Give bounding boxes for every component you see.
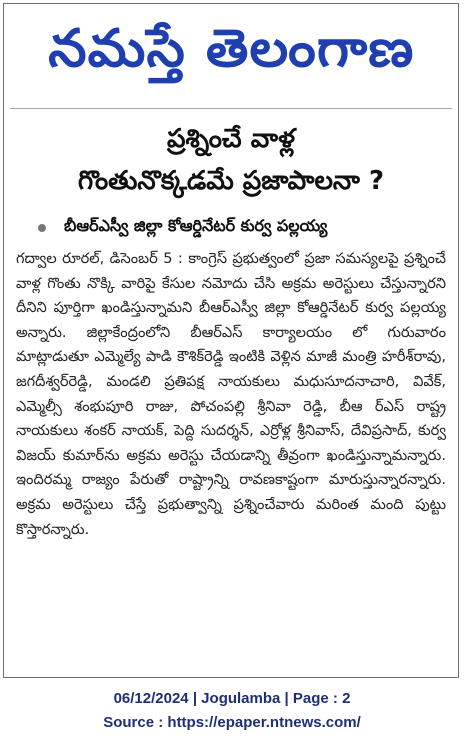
footer-source: Source : https://epaper.ntnews.com/	[103, 714, 361, 731]
footer-edition-info: 06/12/2024 | Jogulamba | Page : 2	[113, 690, 351, 707]
masthead-divider	[10, 108, 452, 109]
article-body: గద్వాల రూరల్, డిసెంబర్ 5 : కాంగ్రెస్ ప్రభుత్వంలో ప్రజా సమస్యలపై ప్రశ్నించే వాళ్ల గొంతు నొక్కి వారిపై కేసుల నమోదు చేసి అక్రమ అరెస్టులు చేస్తున్నారని దీనిని పూర్తిగా ఖండిస్తున్నామని బీఆర్‌ఎస్వీ జిల్లా కోఆర్డినేటర్ కుర్వ పల్లయ్య అన్నారు. జిల్లాకేంద్రంలోని బీఆర్‌ఎస్ కార్యాలయం లో గురువారం మాట్లాడుతూ ఎమ్మెల్యే పాడి కౌశిక్‌రెడ్డి ఇంటికి వెళ్లిన మాజీ మంత్రి హరీశ్‌రావు, జగదీశ్వర్‌రెడ్డి, మండలి ప్రతిపక్ష నాయకులు మధుసూదనాచారి, వివేక్, ఎమ్మెల్సీ శంభుపూరి రాజు, పోచంపల్లి శ్రీనివా రెడ్డి, బీఆ ర్‌ఎస్ రాష్ట్ర నాయకులు శంకర్ నాయక్, పెద్ది సుదర్శన్, ఎర్రోళ్ల శ్రీనివాస్, దేవిప్రసాద్, కుర్వ విజయ్ కుమార్‌ను అక్రమ అరెస్టు చేయడాన్ని తీవ్రంగా ఖండిస్తున్నామన్నారు. ఇందిరమ్మ రాజ్యం పేరుతో రాష్ట్రాన్ని రావణకాష్టంగా మారుస్తున్నారన్నారు. అక్రమ అరెస్టులు చేస్తే ప్రభుత్వాన్ని ప్రశ్నించేవారు మరింత మంది పుట్టు కొస్తారన్నారు.	[16, 250, 446, 538]
masthead-title: నమస్తే తెలంగాణ	[47, 18, 415, 79]
headline-line-1: ప్రశ్నించే వాళ్ల	[166, 124, 296, 154]
subhead-text: బీఆర్‌ఎస్వీ జిల్లా కోఆర్డినేటర్ కుర్వ పల్లయ్య	[64, 216, 328, 235]
clipping-frame	[3, 3, 459, 678]
headline-line-2: గొంతునొక్కడమే ప్రజాపాలనా ?	[77, 166, 385, 196]
bullet-icon	[38, 224, 46, 232]
newspaper-masthead	[4, 4, 458, 106]
article-subhead	[38, 216, 327, 239]
